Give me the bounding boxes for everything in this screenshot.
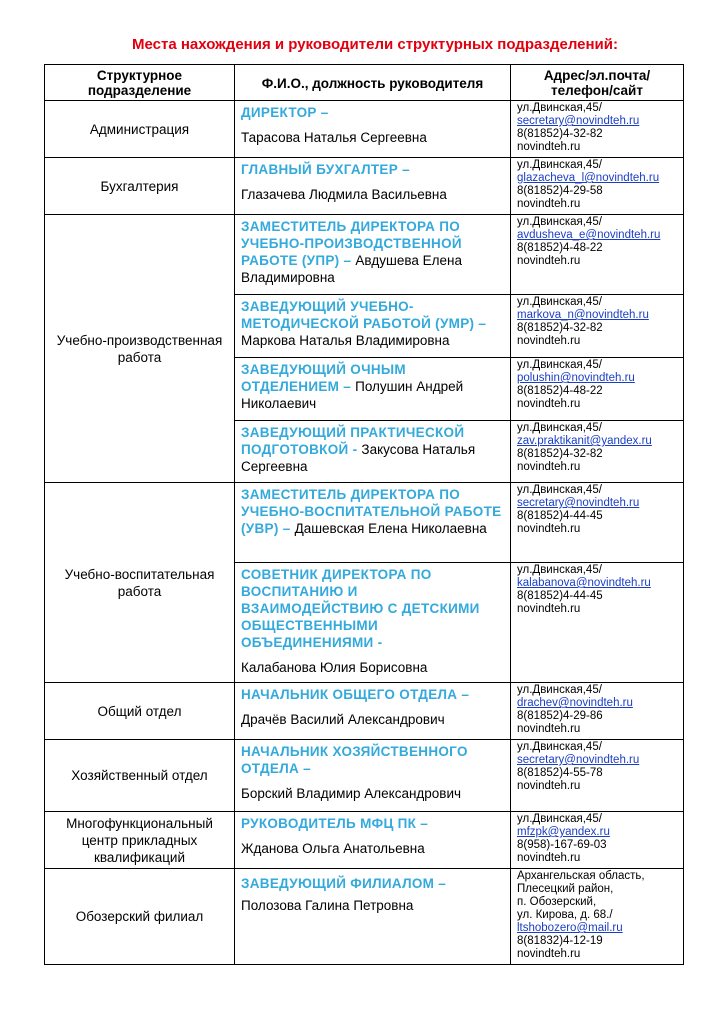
email-link[interactable]: ltshobozero@mail.ru <box>517 922 623 934</box>
email-link[interactable]: drachev@novindteh.ru <box>517 697 633 709</box>
phone: 8(81852)4-29-58 <box>517 185 603 197</box>
site: novindteh.ru <box>517 852 581 864</box>
head-name: Авдушева Елена Владимировна <box>241 253 463 285</box>
unit-cell: Учебно-производственная работа <box>45 215 235 483</box>
head-cell <box>235 215 511 295</box>
contacts-cell <box>511 483 684 563</box>
site: novindteh.ru <box>517 603 581 615</box>
phone: 8(81852)4-44-45 <box>517 590 603 602</box>
head-cell <box>235 295 511 358</box>
head-name: Дашевская Елена Николаевна <box>294 521 487 536</box>
contacts-cell <box>511 421 684 483</box>
table-row <box>45 101 684 158</box>
contacts-cell <box>511 358 684 421</box>
site: novindteh.ru <box>517 141 581 153</box>
phone: 8(958)-167-69-03 <box>517 839 607 851</box>
head-name: Глазачева Людмила Васильевна <box>241 187 447 202</box>
position-title: ЗАВЕДУЮЩИЙ ФИЛИАЛОМ – <box>241 876 447 891</box>
address: ул.Двинская,45/ <box>517 741 602 753</box>
head-cell <box>235 421 511 483</box>
head-name: Закусова Наталья Сергеевна <box>241 442 476 474</box>
unit-cell: Администрация <box>45 101 235 158</box>
phone: 8(81832)4-12-19 <box>517 935 603 947</box>
address: ул.Двинская,45/ <box>517 484 602 496</box>
unit-cell: Хозяйственный отдел <box>45 740 235 812</box>
head-name: Тарасова Наталья Сергеевна <box>241 130 427 145</box>
address: ул.Двинская,45/ <box>517 359 602 371</box>
table-row <box>45 740 684 812</box>
position-title: ЗАВЕДУЮЩИЙ УЧЕБНО-МЕТОДИЧЕСКОЙ РАБОТОЙ (УМР) – <box>241 299 487 331</box>
address-line: п. Обозерский, <box>517 896 597 908</box>
contacts-cell <box>511 812 684 869</box>
head-name: Жданова Ольга Анатольевна <box>241 841 425 856</box>
table-row <box>45 158 684 215</box>
email-link[interactable]: glazacheva_l@novindteh.ru <box>517 172 660 184</box>
phone: 8(81852)4-48-22 <box>517 385 603 397</box>
phone: 8(81852)4-32-82 <box>517 128 603 140</box>
position-title: СОВЕТНИК ДИРЕКТОРА ПО ВОСПИТАНИЮ И ВЗАИМОДЕЙСТВИЮ С ДЕТСКИМИ ОБЩЕСТВЕННЫМИ ОБЪЕДИНЕНИЯМИ - <box>241 567 480 650</box>
unit-cell: Бухгалтерия <box>45 158 235 215</box>
unit-cell: Многофункциональный центр прикладных квалификаций <box>45 812 235 869</box>
address-line: Плесецкий район, <box>517 883 614 895</box>
site: novindteh.ru <box>517 255 581 267</box>
head-cell <box>235 483 511 563</box>
column-header-head: Ф.И.О., должность руководителя <box>235 65 511 101</box>
site: novindteh.ru <box>517 198 581 210</box>
column-header-unit: Структурное подразделение <box>45 65 235 101</box>
head-name: Борский Владимир Александрович <box>241 786 462 801</box>
address: ул.Двинская,45/ <box>517 159 602 171</box>
position-title: НАЧАЛЬНИК ОБЩЕГО ОТДЕЛА – <box>241 687 470 702</box>
email-link[interactable]: kalabanova@novindteh.ru <box>517 577 651 589</box>
site: novindteh.ru <box>517 948 581 960</box>
position-title: ДИРЕКТОР – <box>241 105 329 120</box>
contacts-cell <box>511 295 684 358</box>
address-line: Архангельская область, <box>517 870 645 882</box>
head-cell <box>235 101 511 158</box>
address: ул.Двинская,45/ <box>517 422 602 434</box>
site: novindteh.ru <box>517 780 581 792</box>
unit-cell: Общий отдел <box>45 683 235 740</box>
position-title: ЗАВЕДУЮЩИЙ ОЧНЫМ ОТДЕЛЕНИЕМ – <box>241 362 406 394</box>
email-link[interactable]: secretary@novindteh.ru <box>517 115 640 127</box>
site: novindteh.ru <box>517 461 581 473</box>
site: novindteh.ru <box>517 398 581 410</box>
head-cell <box>235 812 511 869</box>
position-title: НАЧАЛЬНИК ХОЗЯЙСТВЕННОГО ОТДЕЛА – <box>241 744 468 776</box>
position-title: РУКОВОДИТЕЛЬ МФЦ ПК – <box>241 816 429 831</box>
departments-table <box>44 64 684 965</box>
contacts-cell <box>511 215 684 295</box>
head-name: Калабанова Юлия Борисовна <box>241 660 428 675</box>
phone: 8(81852)4-44-45 <box>517 510 603 522</box>
email-link[interactable]: polushin@novindteh.ru <box>517 372 635 384</box>
table-row <box>45 683 684 740</box>
email-link[interactable]: markova_n@novindteh.ru <box>517 309 649 321</box>
head-name: Полушин Андрей Николаевич <box>241 379 464 411</box>
address: ул.Двинская,45/ <box>517 216 602 228</box>
site: novindteh.ru <box>517 523 581 535</box>
head-cell <box>235 869 511 965</box>
position-title: ЗАМЕСТИТЕЛЬ ДИРЕКТОРА ПО УЧЕБНО-ПРОИЗВОДСТВЕННОЙ РАБОТЕ (УПР) – <box>241 219 462 268</box>
column-header-contacts: Адрес/эл.почта/ телефон/сайт <box>511 65 684 101</box>
email-link[interactable]: avdusheva_e@novindteh.ru <box>517 229 661 241</box>
contacts-cell <box>511 740 684 812</box>
contacts-cell <box>511 869 684 965</box>
head-name: Драчёв Василий Александрович <box>241 712 445 727</box>
address: ул.Двинская,45/ <box>517 296 602 308</box>
phone: 8(81852)4-48-22 <box>517 242 603 254</box>
contacts-cell <box>511 563 684 683</box>
address: ул.Двинская,45/ <box>517 684 602 696</box>
table-row <box>45 812 684 869</box>
head-cell <box>235 740 511 812</box>
address-line: ул. Кирова, д. 68./ <box>517 909 613 921</box>
head-name: Маркова Наталья Владимировна <box>241 333 450 348</box>
table-row <box>45 483 684 563</box>
contacts-cell <box>511 158 684 215</box>
address: ул.Двинская,45/ <box>517 564 602 576</box>
head-name: Полозова Галина Петровна <box>241 898 414 913</box>
position-title: ЗАВЕДУЮЩИЙ ПРАКТИЧЕСКОЙ ПОДГОТОВКОЙ - <box>241 425 465 457</box>
page-title: Места нахождения и руководители структурных подразделений: <box>131 36 618 53</box>
head-cell <box>235 358 511 421</box>
table-row <box>45 215 684 295</box>
contacts-cell <box>511 101 684 158</box>
email-link[interactable]: secretary@novindteh.ru <box>517 754 640 766</box>
head-cell <box>235 683 511 740</box>
email-link[interactable]: zav.praktikanit@yandex.ru <box>517 435 652 447</box>
position-title: ГЛАВНЫЙ БУХГАЛТЕР – <box>241 162 410 177</box>
position-title: ЗАМЕСТИТЕЛЬ ДИРЕКТОРА ПО УЧЕБНО-ВОСПИТАТЕЛЬНОЙ РАБОТЕ (УВР) – <box>241 487 502 536</box>
phone: 8(81852)4-55-78 <box>517 767 603 779</box>
address: ул.Двинская,45/ <box>517 813 602 825</box>
site: novindteh.ru <box>517 335 581 347</box>
phone: 8(81852)4-32-82 <box>517 322 603 334</box>
address: ул.Двинская,45/ <box>517 102 602 114</box>
table-row <box>45 869 684 965</box>
head-cell <box>235 563 511 683</box>
contacts-cell <box>511 683 684 740</box>
unit-cell: Учебно-воспитательная работа <box>45 483 235 683</box>
head-cell <box>235 158 511 215</box>
table-header-row <box>45 65 684 101</box>
phone: 8(81852)4-32-82 <box>517 448 603 460</box>
site: novindteh.ru <box>517 723 581 735</box>
phone: 8(81852)4-29-86 <box>517 710 603 722</box>
email-link[interactable]: mfzpk@yandex.ru <box>517 826 610 838</box>
email-link[interactable]: secretary@novindteh.ru <box>517 497 640 509</box>
unit-cell: Обозерский филиал <box>45 869 235 965</box>
